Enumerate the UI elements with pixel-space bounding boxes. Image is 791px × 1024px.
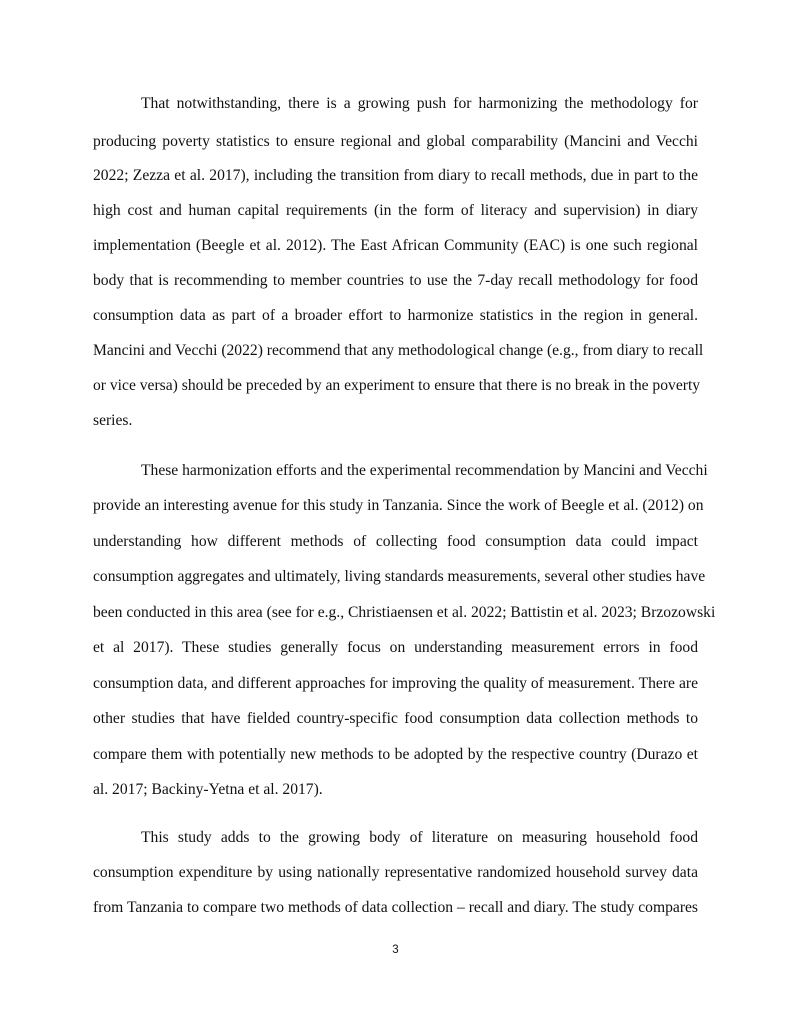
text-line: 2022; Zezza et al. 2017), including the transition from diary to recall methods, due in part to the [93,167,698,184]
text-line: consumption aggregates and ultimately, living standards measurements, several other studies have [93,568,706,585]
text-line: These harmonization efforts and the experimental recommendation by Mancini and Vecchi [141,462,708,479]
text-line: or vice versa) should be preceded by an experiment to ensure that there is no break in the poverty [93,377,701,394]
text-line: consumption expenditure by using nationally representative randomized household survey data [93,864,698,881]
text-line: This study adds to the growing body of literature on measuring household food [141,829,698,846]
page-number: 3 [392,944,399,956]
text-line: from Tanzania to compare two methods of data collection – recall and diary. The study compares [93,899,698,916]
text-line: series. [93,412,133,429]
text-line: compare them with potentially new methods to be adopted by the respective country (Durazo et [93,746,698,763]
text-line: That notwithstanding, there is a growing push for harmonizing the methodology for [141,95,698,112]
text-line: producing poverty statistics to ensure regional and global comparability (Mancini and Vecchi [93,133,698,150]
text-line: implementation (Beegle et al. 2012). The East African Community (EAC) is one such regional [93,237,698,254]
text-line: et al 2017). These studies generally focus on understanding measurement errors in food [93,639,698,656]
text-line: consumption data as part of a broader effort to harmonize statistics in the region in general. [93,307,698,324]
text-line: understanding how different methods of collecting food consumption data could impact [93,533,698,550]
text-line: been conducted in this area (see for e.g., Christiaensen et al. 2022; Battistin et al. 2023; Brzozowski [93,604,716,621]
text-line: body that is recommending to member countries to use the 7-day recall methodology for food [93,272,698,289]
text-line: high cost and human capital requirements (in the form of literacy and supervision) in diary [93,202,698,219]
text-line: consumption data, and different approaches for improving the quality of measurement. There are [93,675,698,692]
text-line: Mancini and Vecchi (2022) recommend that any methodological change (e.g., from diary to recall [93,342,704,359]
text-line: al. 2017; Backiny-Yetna et al. 2017). [93,781,323,798]
text-line: other studies that have fielded country-specific food consumption data collection methods to [93,710,698,727]
text-line: provide an interesting avenue for this study in Tanzania. Since the work of Beegle et al. (2012) on [93,497,704,514]
